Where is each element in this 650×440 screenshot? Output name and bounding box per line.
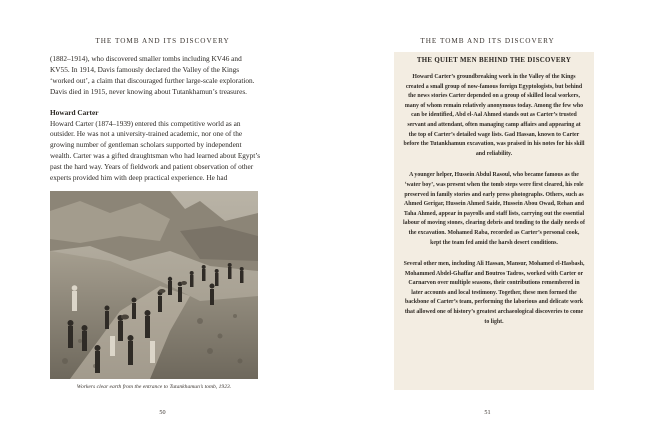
photo-caption: Workers clear earth from the entrance to Tutankhamun’s tomb, 1923. bbox=[76, 384, 232, 390]
sidebar-paragraph: A younger helper, Hussein Abdul Rasoul, who became famous as the ‘water boy’, was present when the tomb steps were first cleared, his role preserved in family stories and early press photographs. Others, such as Ahmed Gerigar, Hussein Ahmed Saide, Hussein Abou Owad, Rehan and Taha Ahmed, appear in payrolls and staff lists, carrying out the essential labour of moving stones, clearing debris and tending to the daily needs of the excavation. Mohamed Raba, recorded as Carter’s personal cook, kept the team fed amid the harsh desert conditions. bbox=[403, 172, 585, 246]
sidebar-paragraph: Howard Carter’s groundbreaking work in the Valley of the Kings created a small group of now-famous foreign Egyptologists, but behind the news stories Carter depended on a group of skilled local workers, many of whom remain relatively anonymous today. Among the few who can be identified, Abd el-Aal Ahmed stands out as Carter’s trusted servant and attendant, often managing camp affairs and appearing at the top of Carter’s detailed wage lists. Gad Hassan, known to Carter before the Tutankhamun excavation, was praised in his notes for his skill and reliability. bbox=[403, 74, 585, 157]
carter-paragraph: Howard Carter (1874–1939) entered this competitive world as an outsider. He was not a university-trained academic, nor one of the growing number of gentleman scholars supported by independent wealth. Carter was a gifted draughtsman who had learned about Egypt’s past the hard way. Years of fieldwork and patient observation of other experts provided him with deep practical experience. He had bbox=[50, 118, 261, 183]
left-body-text bbox=[50, 54, 262, 184]
page-number-left: 50 bbox=[159, 409, 166, 416]
running-head-left: THE TOMB AND ITS DISCOVERY bbox=[95, 37, 230, 45]
intro-paragraph: (1882–1914), who discovered smaller tombs including KV46 and KV55. In 1914, Davis famously declared the Valley of the Kings ‘worked out’, a claim that discouraged further large-scale exploration. Davis died in 1915, never knowing about Tutankhamun’s treasures. bbox=[50, 54, 255, 96]
sidebar-title: THE QUIET MEN BEHIND THE DISCOVERY bbox=[416, 57, 572, 64]
section-subheading: Howard Carter bbox=[50, 107, 99, 117]
excavation-photo bbox=[50, 191, 258, 379]
page-number-right: 51 bbox=[484, 409, 491, 416]
sidebar-box bbox=[394, 52, 594, 390]
sidebar-paragraph: Several other men, including Ali Hassan, Mansur, Mohamed el-Hasbash, Mohammed Abdel-Ghaffar and Boutros Tadros, worked with Carter or Carnarvon over multiple seasons, their contributions remembered in later accounts and local testimony. Together, these men formed the backbone of Carter’s team, performing the laborious and delicate work that allowed one of history’s greatest archaeological discoveries to come to light. bbox=[403, 261, 585, 325]
right-page bbox=[325, 0, 650, 440]
running-head-right: THE TOMB AND ITS DISCOVERY bbox=[420, 37, 555, 45]
